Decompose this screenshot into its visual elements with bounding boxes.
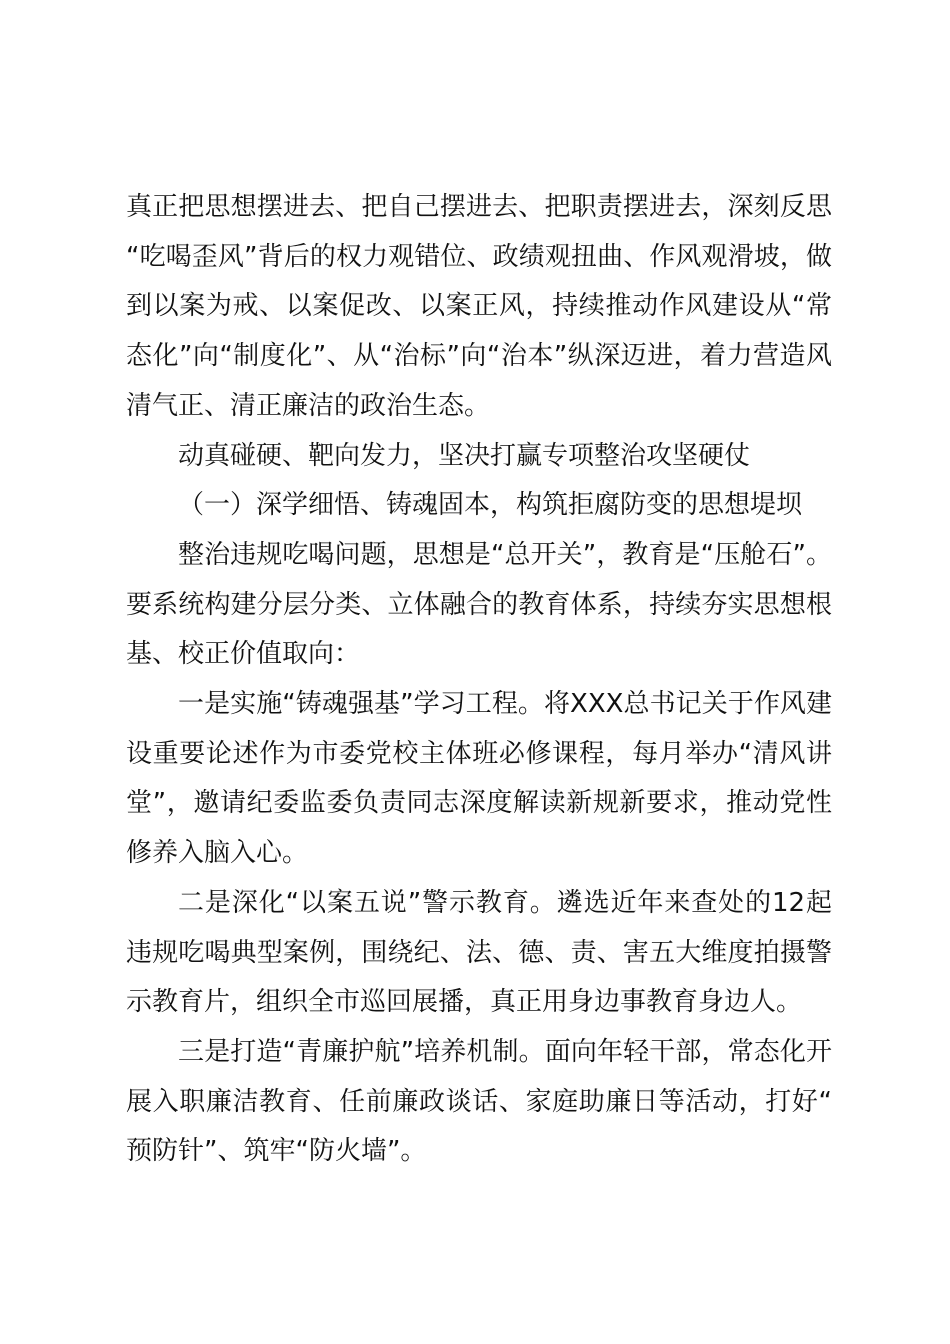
paragraph-point-three: 三是打造“青廉护航”培养机制。面向年轻干部，常态化开展入职廉洁教育、任前廉政谈话、家庭助廉日等活动，打好“预防针”、筑牢“防火墙”。 <box>126 1036 832 1167</box>
paragraph-continuation: 真正把思想摆进去、把自己摆进去、把职责摆进去，深刻反思“吃喝歪风”背后的权力观错位、政绩观扭曲、作风观滑坡，做到以案为戒、以案促改、以案正风，持续推动作风建设从“常态化”向“制度化”、从“治标”向“治本”纵深迈进，着力营造风清气正、清正廉洁的政治生态。 <box>126 192 832 421</box>
subsection-heading: （一）深学细悟、铸魂固本，构筑拒腐防变的思想堤坝 <box>178 490 803 521</box>
paragraph-point-one: 一是实施“铸魂强基”学习工程。将XXX总书记关于作风建设重要论述作为市委党校主体班必修课程，每月举办“清风讲堂”，邀请纪委监委负责同志深度解读新规新要求，推动党性修养入脑入心。 <box>126 689 832 869</box>
section-heading: 动真碰硬、靶向发力，坚决打赢专项整治攻坚硬仗 <box>178 440 751 471</box>
paragraph-point-two: 二是深化“以案五说”警示教育。遴选近年来查处的12起违规吃喝典型案例，围绕纪、法、德、责、害五大维度拍摄警示教育片，组织全市巡回展播，真正用身边事教育身边人。 <box>126 887 832 1018</box>
document-body <box>126 183 832 1177</box>
paragraph-intro: 整治违规吃喝问题，思想是“总开关”，教育是“压舱石”。要系统构建分层分类、立体融合的教育体系，持续夯实思想根基、校正价值取向： <box>126 539 832 670</box>
